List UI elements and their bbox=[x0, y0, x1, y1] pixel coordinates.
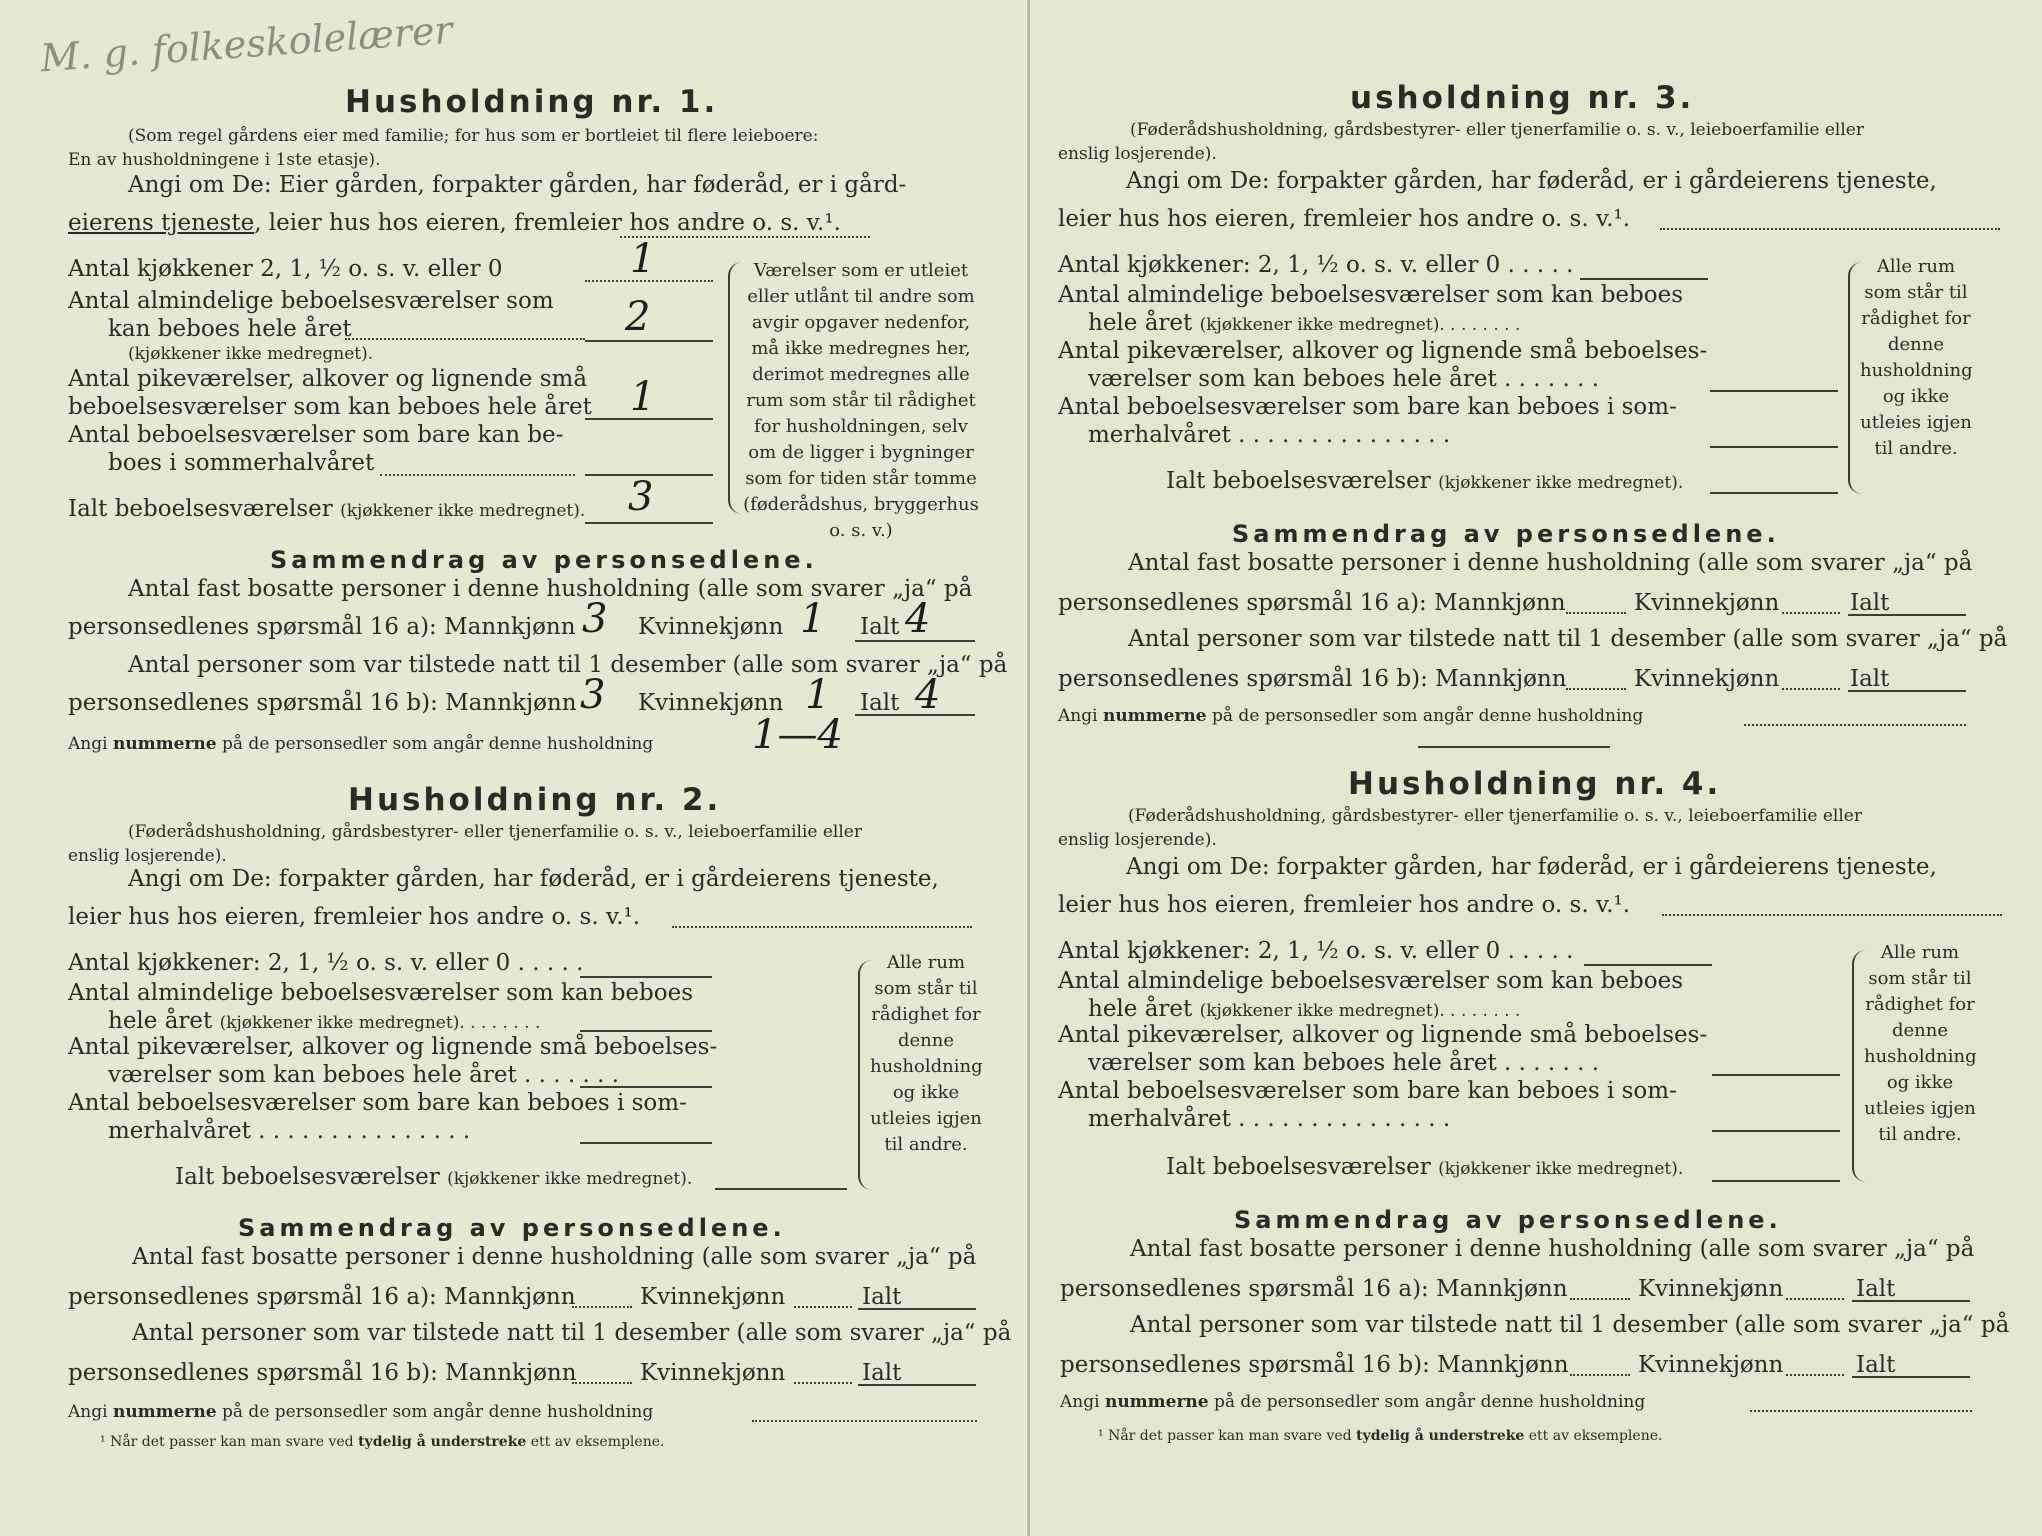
hh1-fast-line2: personsedlenes spørsmål 16 a): Mannkjønn bbox=[68, 614, 576, 640]
hh4-fast-female-label: Kvinnekjønn bbox=[1638, 1276, 1784, 1302]
hh1-summer-label-1: Antal beboelsesværelser som bare kan be- bbox=[68, 422, 564, 448]
hh2-rooms-label-2 bbox=[108, 1008, 540, 1034]
hh2-footnote-c: ett av eksemplene. bbox=[526, 1434, 665, 1450]
hh3-angi-line1: Angi om De: forpakter gården, har føderåd, er i gårdeierens tjeneste, bbox=[1126, 168, 1937, 194]
hh1-rooms-value: 2 bbox=[625, 294, 651, 340]
hh4-footnote-c: ett av eksemplene. bbox=[1524, 1428, 1663, 1444]
hh2-numbers-label bbox=[68, 1402, 653, 1422]
hh1-underlined-answer: eierens tjeneste bbox=[68, 210, 255, 236]
hh1-note-line2: En av husholdningene i 1ste etasje). bbox=[68, 150, 381, 170]
hh2-numbers-b: nummerne bbox=[112, 1402, 217, 1422]
hh4-tilst-line1: Antal personer som var tilstede natt til 1 desember (alle som svarer „ja“ på bbox=[1130, 1312, 2010, 1338]
hh2-pike-label-1: Antal pikeværelser, alkover og lignende små beboelses- bbox=[68, 1034, 718, 1060]
hh4-kitchens-label: Antal kjøkkener: 2, 1, ½ o. s. v. eller 0 . . . . . bbox=[1058, 938, 1574, 964]
hh1-side-note: Værelser som er utleiet eller utlånt til andre som avgir opgaver nedenfor, må ikke medregnes her, derimot medregnes alle rum som står til rådighet for husholdningen, selv om de ligger i bygninger som for tiden står tomme (føderådshus, bryggerhus o. s. v.) bbox=[743, 260, 979, 541]
hh4-side-note: Alle rum som står til rådighet for denne husholdning og ikke utleies igjen til andre. bbox=[1864, 942, 1977, 1145]
hh2-note-line2: enslig losjerende). bbox=[68, 846, 227, 866]
hh2-footnote bbox=[100, 1434, 664, 1450]
hh3-rooms-note: (kjøkkener ikke medregnet). . . . . . . . bbox=[1199, 315, 1521, 335]
hh3-numbers-label bbox=[1058, 706, 1643, 726]
hh2-summary-title: Sammendrag av personsedlene. bbox=[238, 1214, 786, 1242]
hh1-total-label bbox=[68, 496, 585, 522]
hh1-kitchens-value: 1 bbox=[630, 236, 656, 282]
section-divider bbox=[1418, 746, 1610, 748]
hh3-kitchens-label: Antal kjøkkener: 2, 1, ½ o. s. v. eller 0 . . . . . bbox=[1058, 252, 1574, 278]
hh2-kitchens-label: Antal kjøkkener: 2, 1, ½ o. s. v. eller 0 . . . . . bbox=[68, 950, 584, 976]
hh4-fast-line1: Antal fast bosatte personer i denne husholdning (alle som svarer „ja“ på bbox=[1130, 1236, 1975, 1262]
hh2-fast-total-label: Ialt bbox=[862, 1284, 902, 1310]
hh1-fast-female: 1 bbox=[800, 596, 826, 642]
hh4-footnote-a: ¹ Når det passer kan man svare ved bbox=[1098, 1428, 1357, 1444]
hh2-summer-label-2: merhalvåret . . . . . . . . . . . . . . . bbox=[108, 1118, 471, 1144]
hh3-rooms-label-2 bbox=[1088, 310, 1520, 336]
hh3-rooms-text: hele året bbox=[1088, 310, 1193, 336]
hh1-total-text: Ialt beboelsesværelser bbox=[68, 496, 333, 522]
hh4-tilst-total-label: Ialt bbox=[1856, 1352, 1896, 1378]
hh2-angi-line1: Angi om De: forpakter gården, har føderåd, er i gårdeierens tjeneste, bbox=[128, 866, 939, 892]
hh3-tilst-total-label: Ialt bbox=[1850, 666, 1890, 692]
hh1-fast-male: 3 bbox=[582, 596, 608, 642]
hh1-numbers-a: Angi bbox=[68, 734, 113, 754]
hh4-title: Husholdning nr. 4. bbox=[1348, 766, 1722, 802]
hh1-tilst-female-label: Kvinnekjønn bbox=[638, 690, 784, 716]
hh1-summer-label-2: boes i sommerhalvåret bbox=[108, 450, 375, 476]
hh2-rooms-text: hele året bbox=[108, 1008, 213, 1034]
hh4-numbers-a: Angi bbox=[1060, 1392, 1105, 1412]
hh3-total-text: Ialt beboelsesværelser bbox=[1166, 468, 1431, 494]
hh2-tilst-line2: personsedlenes spørsmål 16 b): Mannkjønn bbox=[68, 1360, 577, 1386]
hh1-pike-value: 1 bbox=[630, 374, 656, 420]
hh4-rooms-label-2 bbox=[1088, 996, 1520, 1022]
hh3-note-line2: enslig losjerende). bbox=[1058, 144, 1217, 164]
hh1-total-value: 3 bbox=[628, 474, 654, 520]
hh3-pike-label-1: Antal pikeværelser, alkover og lignende små beboelses- bbox=[1058, 338, 1708, 364]
hh4-fast-line2: personsedlenes spørsmål 16 a): Mannkjønn bbox=[1060, 1276, 1568, 1302]
hh4-angi-line1: Angi om De: forpakter gården, har føderåd, er i gårdeierens tjeneste, bbox=[1126, 854, 1937, 880]
hh3-tilst-line2: personsedlenes spørsmål 16 b): Mannkjønn bbox=[1058, 666, 1567, 692]
hh1-numbers-b: nummerne bbox=[112, 734, 217, 754]
hh1-angi-line2 bbox=[68, 210, 841, 236]
hh4-summer-label-2: merhalvåret . . . . . . . . . . . . . . . bbox=[1088, 1106, 1451, 1132]
hh3-numbers-a: Angi bbox=[1058, 706, 1103, 726]
hh4-total-label bbox=[1166, 1154, 1683, 1180]
hh2-fast-line2: personsedlenes spørsmål 16 a): Mannkjønn bbox=[68, 1284, 576, 1310]
hh1-numbers-label bbox=[68, 734, 653, 754]
hh1-tilst-line2: personsedlenes spørsmål 16 b): Mannkjønn bbox=[68, 690, 577, 716]
hh4-numbers-label bbox=[1060, 1392, 1645, 1412]
handwritten-header-note: M. g. folkeskolelærer bbox=[38, 7, 454, 81]
hh1-tilst-total-label: Ialt bbox=[860, 690, 900, 716]
hh3-note-line1: (Føderådshusholdning, gårdsbestyrer- eller tjenerfamilie o. s. v., leieboerfamilie eller bbox=[1130, 120, 1864, 140]
hh2-numbers-c: på de personsedler som angår denne husholdning bbox=[216, 1402, 654, 1422]
hh4-tilst-line2: personsedlenes spørsmål 16 b): Mannkjønn bbox=[1060, 1352, 1569, 1378]
hh1-summary-title: Sammendrag av personsedlene. bbox=[270, 546, 818, 574]
hh4-footnote-b: tydelig å understreke bbox=[1356, 1428, 1525, 1444]
hh4-note-line2: enslig losjerende). bbox=[1058, 830, 1217, 850]
hh1-rooms-label-1: Antal almindelige beboelsesværelser som bbox=[68, 288, 554, 314]
hh2-note-line1: (Føderådshusholdning, gårdsbestyrer- eller tjenerfamilie o. s. v., leieboerfamilie eller bbox=[128, 822, 862, 842]
hh3-fast-line2: personsedlenes spørsmål 16 a): Mannkjønn bbox=[1058, 590, 1566, 616]
hh2-numbers-a: Angi bbox=[68, 1402, 113, 1422]
hh1-tilst-total: 4 bbox=[915, 672, 941, 718]
hh2-total-note: (kjøkkener ikke medregnet). bbox=[447, 1169, 693, 1189]
hh4-footnote bbox=[1098, 1428, 1662, 1444]
hh4-summary-title: Sammendrag av personsedlene. bbox=[1234, 1206, 1782, 1234]
hh1-fast-female-label: Kvinnekjønn bbox=[638, 614, 784, 640]
hh2-fast-female-label: Kvinnekjønn bbox=[640, 1284, 786, 1310]
hh1-pike-label-1: Antal pikeværelser, alkover og lignende små bbox=[68, 366, 588, 392]
hh1-tilst-female: 1 bbox=[805, 672, 831, 718]
hh4-total-note: (kjøkkener ikke medregnet). bbox=[1438, 1159, 1684, 1179]
hh3-numbers-b: nummerne bbox=[1102, 706, 1207, 726]
hh4-pike-label-2: værelser som kan beboes hele året . . . . . . . bbox=[1088, 1050, 1600, 1076]
hh1-title: Husholdning nr. 1. bbox=[345, 84, 719, 120]
hh3-fast-total-label: Ialt bbox=[1850, 590, 1890, 616]
hh2-side-note: Alle rum som står til rådighet for denne husholdning og ikke utleies igjen til andre. bbox=[870, 952, 983, 1155]
hh3-angi-line2: leier hus hos eieren, fremleier hos andre o. s. v.¹. bbox=[1058, 206, 1631, 232]
hh3-title: usholdning nr. 3. bbox=[1350, 80, 1695, 116]
hh1-angi-line1: Angi om De: Eier gården, forpakter gården, har føderåd, er i gård- bbox=[128, 172, 907, 198]
hh3-tilst-line1: Antal personer som var tilstede natt til 1 desember (alle som svarer „ja“ på bbox=[1128, 626, 2008, 652]
hh1-rooms-label-2: kan beboes hele året bbox=[108, 316, 352, 342]
hh1-fast-total-label: Ialt bbox=[860, 614, 900, 640]
hh2-summer-label-1: Antal beboelsesværelser som bare kan beboes i som- bbox=[68, 1090, 687, 1116]
hh3-summer-label-2: merhalvåret . . . . . . . . . . . . . . . bbox=[1088, 422, 1451, 448]
hh2-pike-label-2: værelser som kan beboes hele året . . . . . . . bbox=[108, 1062, 620, 1088]
hh1-pike-label-2: beboelsesværelser som kan beboes hele året bbox=[68, 394, 592, 420]
hh4-pike-label-1: Antal pikeværelser, alkover og lignende små beboelses- bbox=[1058, 1022, 1708, 1048]
hh2-title: Husholdning nr. 2. bbox=[348, 782, 722, 818]
hh1-fast-line1: Antal fast bosatte personer i denne husholdning (alle som svarer „ja“ på bbox=[128, 576, 973, 602]
hh1-total-note: (kjøkkener ikke medregnet). bbox=[340, 501, 586, 521]
right-page bbox=[1030, 0, 2042, 1536]
hh1-fast-total: 4 bbox=[905, 596, 931, 642]
hh2-rooms-label-1: Antal almindelige beboelsesværelser som kan beboes bbox=[68, 980, 694, 1006]
hh3-numbers-c: på de personsedler som angår denne husholdning bbox=[1206, 706, 1644, 726]
hh3-total-label bbox=[1166, 468, 1683, 494]
hh1-rooms-note: (kjøkkener ikke medregnet). bbox=[128, 344, 374, 364]
hh2-fast-line1: Antal fast bosatte personer i denne husholdning (alle som svarer „ja“ på bbox=[132, 1244, 977, 1270]
hh2-footnote-a: ¹ Når det passer kan man svare ved bbox=[100, 1434, 359, 1450]
hh4-fast-total-label: Ialt bbox=[1856, 1276, 1896, 1302]
hh2-footnote-b: tydelig å understreke bbox=[358, 1434, 527, 1450]
hh4-note-line1: (Føderådshusholdning, gårdsbestyrer- eller tjenerfamilie o. s. v., leieboerfamilie eller bbox=[1128, 806, 1862, 826]
hh2-tilst-female-label: Kvinnekjønn bbox=[640, 1360, 786, 1386]
hh3-tilst-female-label: Kvinnekjønn bbox=[1634, 666, 1780, 692]
hh3-rooms-label-1: Antal almindelige beboelsesværelser som kan beboes bbox=[1058, 282, 1684, 308]
hh3-total-note: (kjøkkener ikke medregnet). bbox=[1438, 473, 1684, 493]
hh4-rooms-label-1: Antal almindelige beboelsesværelser som kan beboes bbox=[1058, 968, 1684, 994]
hh4-summer-label-1: Antal beboelsesværelser som bare kan beboes i som- bbox=[1058, 1078, 1677, 1104]
hh3-side-note: Alle rum som står til rådighet for denne husholdning og ikke utleies igjen til andre. bbox=[1860, 256, 1973, 459]
hh4-rooms-note: (kjøkkener ikke medregnet). . . . . . . . bbox=[1199, 1001, 1521, 1021]
hh3-pike-label-2: værelser som kan beboes hele året . . . . . . . bbox=[1088, 366, 1600, 392]
hh1-note-line1: (Som regel gårdens eier med familie; for hus som er bortleiet til flere leieboere: bbox=[128, 126, 819, 146]
hh2-angi-line2: leier hus hos eieren, fremleier hos andre o. s. v.¹. bbox=[68, 904, 641, 930]
hh4-tilst-female-label: Kvinnekjønn bbox=[1638, 1352, 1784, 1378]
hh2-total-text: Ialt beboelsesværelser bbox=[175, 1164, 440, 1190]
hh1-tilst-line1: Antal personer som var tilstede natt til 1 desember (alle som svarer „ja“ på bbox=[128, 652, 1008, 678]
hh3-fast-female-label: Kvinnekjønn bbox=[1634, 590, 1780, 616]
hh1-tilst-male: 3 bbox=[580, 672, 606, 718]
hh2-total-label bbox=[175, 1164, 692, 1190]
hh4-numbers-b: nummerne bbox=[1104, 1392, 1209, 1412]
hh3-summer-label-1: Antal beboelsesværelser som bare kan beboes i som- bbox=[1058, 394, 1677, 420]
hh3-summary-title: Sammendrag av personsedlene. bbox=[1232, 520, 1780, 548]
hh1-numbers-value: 1—4 bbox=[752, 712, 843, 758]
hh2-rooms-note: (kjøkkener ikke medregnet). . . . . . . . bbox=[219, 1013, 541, 1033]
hh1-kitchens-label: Antal kjøkkener 2, 1, ½ o. s. v. eller 0 bbox=[68, 256, 503, 282]
hh1-angi-line2-rest: , leier hus hos eieren, fremleier hos andre o. s. v.¹. bbox=[254, 210, 841, 236]
hh2-tilst-total-label: Ialt bbox=[862, 1360, 902, 1386]
hh4-numbers-c: på de personsedler som angår denne husholdning bbox=[1208, 1392, 1646, 1412]
hh2-tilst-line1: Antal personer som var tilstede natt til 1 desember (alle som svarer „ja“ på bbox=[132, 1320, 1012, 1346]
hh4-angi-line2: leier hus hos eieren, fremleier hos andre o. s. v.¹. bbox=[1058, 892, 1631, 918]
hh4-total-text: Ialt beboelsesværelser bbox=[1166, 1154, 1431, 1180]
hh1-numbers-c: på de personsedler som angår denne husholdning bbox=[216, 734, 654, 754]
hh3-fast-line1: Antal fast bosatte personer i denne husholdning (alle som svarer „ja“ på bbox=[1128, 550, 1973, 576]
hh4-rooms-text: hele året bbox=[1088, 996, 1193, 1022]
